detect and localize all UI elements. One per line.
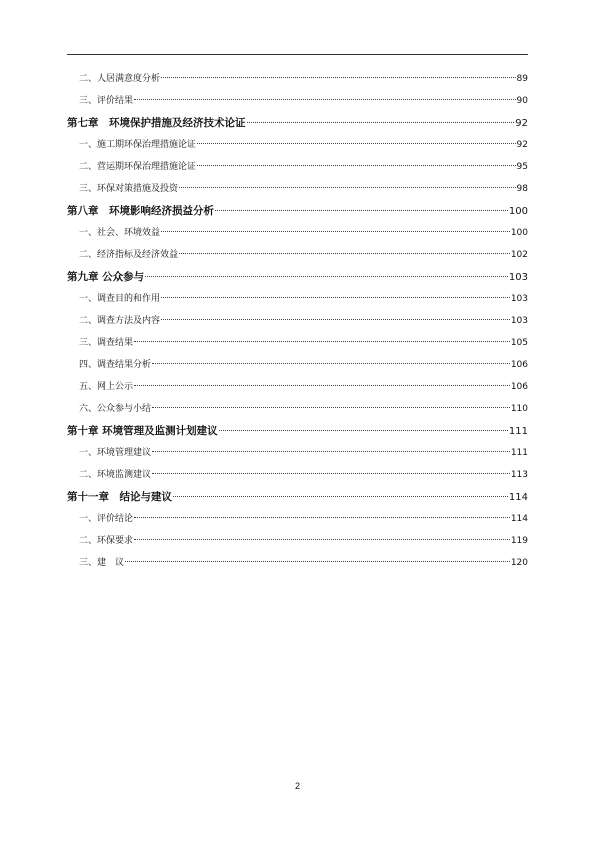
toc-section-entry[interactable] <box>67 376 528 398</box>
table-of-contents <box>67 68 528 574</box>
toc-entry-title: 第八章 环境影响经济损益分析 <box>67 205 214 217</box>
toc-dot-leader <box>152 407 510 408</box>
toc-dot-leader <box>125 561 510 562</box>
toc-entry-page-number: 98 <box>516 184 528 194</box>
header-rule <box>67 54 528 55</box>
toc-entry-page-number: 106 <box>510 382 528 392</box>
toc-entry-title: 二、调查方法及内容 <box>79 316 161 326</box>
toc-entry-title: 二、营运期环保治理措施论证 <box>79 162 197 172</box>
toc-dot-leader <box>152 363 510 364</box>
toc-entry-page-number: 103 <box>508 272 528 283</box>
toc-entry-title: 第七章 环境保护措施及经济技术论证 <box>67 117 246 129</box>
toc-entry-title: 一、评价结论 <box>79 514 134 524</box>
toc-section-entry[interactable] <box>67 90 528 112</box>
toc-entry-page-number: 111 <box>508 426 528 437</box>
toc-dot-leader <box>161 231 510 232</box>
toc-chapter-entry[interactable] <box>67 200 528 222</box>
toc-entry-page-number: 120 <box>510 558 528 568</box>
page-number: 2 <box>294 781 300 791</box>
toc-entry-page-number: 92 <box>516 140 528 150</box>
toc-dot-leader <box>145 276 508 277</box>
toc-dot-leader <box>134 99 516 100</box>
toc-entry-title: 三、建 议 <box>79 558 125 568</box>
toc-entry-title: 三、环保对策措施及投资 <box>79 184 179 194</box>
toc-entry-page-number: 100 <box>510 228 528 238</box>
toc-section-entry[interactable] <box>67 354 528 376</box>
toc-entry-page-number: 92 <box>515 118 528 129</box>
toc-entry-title: 第十一章 结论与建议 <box>67 491 172 503</box>
toc-dot-leader <box>134 539 510 540</box>
toc-entry-title: 三、评价结果 <box>79 96 134 106</box>
toc-dot-leader <box>197 143 516 144</box>
toc-entry-title: 二、人居满意度分析 <box>79 74 161 84</box>
toc-entry-page-number: 110 <box>510 404 528 414</box>
toc-entry-page-number: 113 <box>510 470 528 480</box>
toc-section-entry[interactable] <box>67 398 528 420</box>
toc-dot-leader <box>179 187 516 188</box>
toc-dot-leader <box>134 341 510 342</box>
toc-dot-leader <box>173 496 508 497</box>
toc-section-entry[interactable] <box>67 288 528 310</box>
toc-entry-title: 一、施工期环保治理措施论证 <box>79 140 197 150</box>
toc-section-entry[interactable] <box>67 244 528 266</box>
toc-chapter-entry[interactable] <box>67 266 528 288</box>
toc-section-entry[interactable] <box>67 222 528 244</box>
toc-entry-page-number: 105 <box>510 338 528 348</box>
toc-section-entry[interactable] <box>67 530 528 552</box>
toc-section-entry[interactable] <box>67 156 528 178</box>
toc-entry-title: 五、网上公示 <box>79 382 134 392</box>
toc-dot-leader <box>215 210 508 211</box>
toc-entry-page-number: 90 <box>516 96 528 106</box>
toc-dot-leader <box>197 165 516 166</box>
toc-entry-page-number: 95 <box>516 162 528 172</box>
toc-entry-page-number: 114 <box>510 514 528 524</box>
toc-dot-leader <box>219 430 508 431</box>
toc-section-entry[interactable] <box>67 178 528 200</box>
toc-dot-leader <box>134 385 510 386</box>
toc-entry-page-number: 103 <box>510 294 528 304</box>
toc-section-entry[interactable] <box>67 552 528 574</box>
toc-entry-page-number: 102 <box>510 250 528 260</box>
toc-entry-page-number: 100 <box>508 206 528 217</box>
toc-entry-page-number: 89 <box>516 74 528 84</box>
toc-entry-title: 二、环境监测建议 <box>79 470 152 480</box>
toc-entry-page-number: 114 <box>508 492 528 503</box>
toc-dot-leader <box>134 517 510 518</box>
toc-chapter-entry[interactable] <box>67 112 528 134</box>
toc-entry-title: 第十章 环境管理及监测计划建议 <box>67 425 218 437</box>
toc-entry-page-number: 119 <box>510 536 528 546</box>
toc-entry-title: 六、公众参与小结 <box>79 404 152 414</box>
toc-entry-title: 二、环保要求 <box>79 536 134 546</box>
toc-entry-title: 一、环境管理建议 <box>79 448 152 458</box>
toc-dot-leader <box>161 319 510 320</box>
toc-section-entry[interactable] <box>67 332 528 354</box>
toc-dot-leader <box>152 473 510 474</box>
toc-section-entry[interactable] <box>67 464 528 486</box>
toc-chapter-entry[interactable] <box>67 420 528 442</box>
toc-entry-title: 四、调查结果分析 <box>79 360 152 370</box>
toc-chapter-entry[interactable] <box>67 486 528 508</box>
toc-entry-title: 一、社会、环境效益 <box>79 228 161 238</box>
toc-section-entry[interactable] <box>67 310 528 332</box>
toc-dot-leader <box>179 253 510 254</box>
toc-entry-page-number: 106 <box>510 360 528 370</box>
toc-dot-leader <box>161 297 510 298</box>
toc-entry-title: 三、调查结果 <box>79 338 134 348</box>
toc-entry-title: 二、经济指标及经济效益 <box>79 250 179 260</box>
toc-entry-title: 一、调查目的和作用 <box>79 294 161 304</box>
toc-section-entry[interactable] <box>67 442 528 464</box>
toc-entry-page-number: 103 <box>510 316 528 326</box>
toc-section-entry[interactable] <box>67 68 528 90</box>
toc-section-entry[interactable] <box>67 508 528 530</box>
toc-entry-title: 第九章 公众参与 <box>67 271 145 283</box>
toc-dot-leader <box>161 77 516 78</box>
toc-entry-page-number: 111 <box>510 448 528 458</box>
toc-section-entry[interactable] <box>67 134 528 156</box>
toc-dot-leader <box>152 451 510 452</box>
toc-dot-leader <box>247 122 515 123</box>
